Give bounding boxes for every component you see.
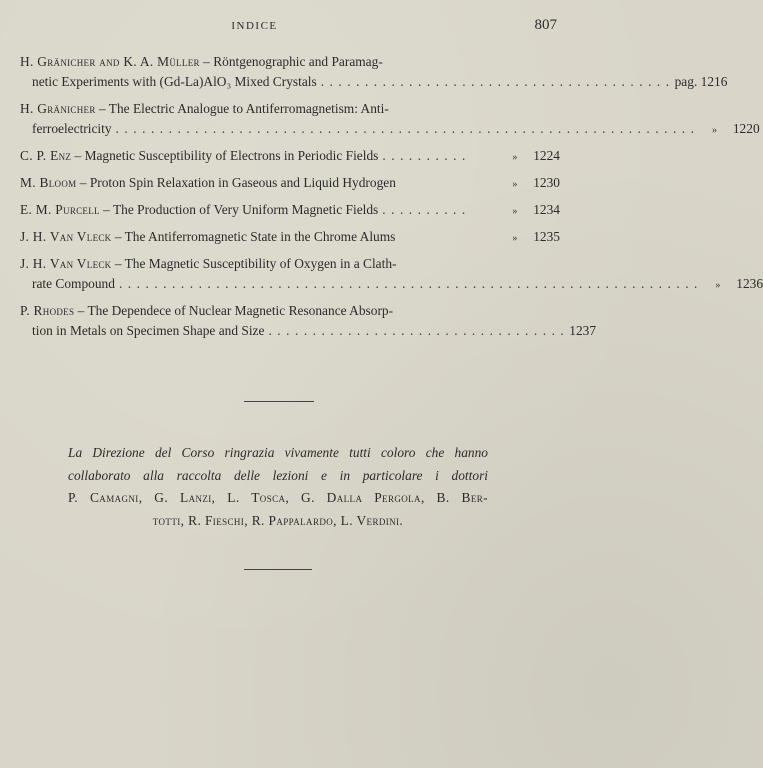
ack-line: La Direzione del Corso ringrazia vivamente tutti coloro che hanno	[68, 445, 488, 460]
entry-page: 1216	[700, 74, 728, 89]
entry-page: 1234	[533, 202, 560, 217]
entry-page: 1224	[533, 148, 560, 163]
entry-author: J. H. Van Vleck	[20, 229, 112, 244]
toc-entry	[20, 146, 560, 166]
leader-dots: ..................................	[268, 323, 570, 338]
table-of-contents	[20, 52, 763, 348]
page-prefix: pag.	[674, 74, 698, 89]
leader-dots: ........................................	[320, 74, 675, 89]
page-number: 807	[534, 17, 557, 33]
leader-dots: ..........	[382, 148, 471, 163]
entry-title-line2: ferroelectricity	[32, 121, 112, 136]
leader-dots: ..................................................................	[118, 276, 703, 291]
entry-title-line2: rate Compound	[32, 276, 115, 291]
running-header-title: INDICE	[231, 20, 278, 32]
entry-title-line1: – The Dependece of Nuclear Magnetic Resonance Absorp-	[74, 303, 394, 318]
entry-title-line2: netic Experiments with (Gd-La)AlO₃ Mixed Crystals	[32, 74, 317, 89]
toc-entry	[20, 227, 560, 247]
entry-title-line1: – The Electric Analogue to Antiferromagnetism: Anti-	[95, 101, 389, 116]
toc-entry	[20, 301, 597, 341]
toc-entry	[20, 200, 560, 220]
entry-page: 1220	[732, 121, 760, 136]
section-divider	[244, 401, 314, 402]
section-divider	[244, 569, 312, 570]
page-prefix: »	[512, 233, 518, 244]
entry-author: P. Rhodes	[20, 303, 75, 318]
page-prefix: »	[512, 179, 518, 190]
ack-line: collaborato alla raccolta delle lezioni e in particolare i dottori	[68, 467, 488, 483]
entry-title-line1: – The Production of Very Uniform Magnetic Fields	[99, 202, 379, 217]
entry-title-line1: – Proton Spin Relaxation in Gaseous and Liquid Hydrogen	[76, 175, 396, 190]
leader-dots: ..........	[382, 202, 471, 217]
page-prefix: »	[512, 206, 518, 217]
page-prefix: »	[715, 280, 721, 291]
entry-page: 1237	[569, 323, 597, 338]
entry-page: 1230	[533, 175, 560, 190]
entry-title-line1: – Röntgenographic and Paramag-	[199, 54, 383, 69]
entry-author: J. H. Van Vleck	[20, 256, 112, 271]
entry-author: H. Gränicher	[20, 101, 96, 116]
entry-author: M. Bloom	[20, 175, 77, 190]
toc-entry	[20, 173, 560, 193]
entry-author: H. Gränicher and K. A. Müller	[20, 54, 200, 69]
ack-names-line: totti, R. Fieschi, R. Pappalardo, L. Verdini.	[152, 512, 404, 528]
entry-author: E. M. Purcell	[20, 202, 100, 217]
entry-title-line1: – Magnetic Susceptibility of Electrons in Periodic Fields	[71, 148, 379, 163]
toc-entry	[20, 52, 728, 92]
toc-entry	[20, 254, 763, 294]
page-prefix: »	[712, 125, 717, 136]
page-prefix: »	[512, 152, 518, 163]
entry-title-line2: tion in Metals on Specimen Shape and Size	[32, 323, 265, 338]
entry-author: C. P. Enz	[20, 148, 72, 163]
acknowledgement-paragraph	[68, 442, 488, 532]
toc-entry	[20, 99, 760, 139]
entry-page: 1236	[736, 276, 763, 291]
entry-page: 1235	[533, 229, 560, 244]
entry-title-line1: – The Antiferromagnetic State in the Chrome Alums	[111, 229, 396, 244]
leader-dots: ..................................................................	[115, 121, 700, 136]
entry-title-line1: – The Magnetic Susceptibility of Oxygen in a Clath-	[111, 256, 397, 271]
ack-names-line: P. Camagni, G. Lanzi, L. Tosca, G. Dalla Pergola, B. Ber-	[68, 490, 488, 505]
